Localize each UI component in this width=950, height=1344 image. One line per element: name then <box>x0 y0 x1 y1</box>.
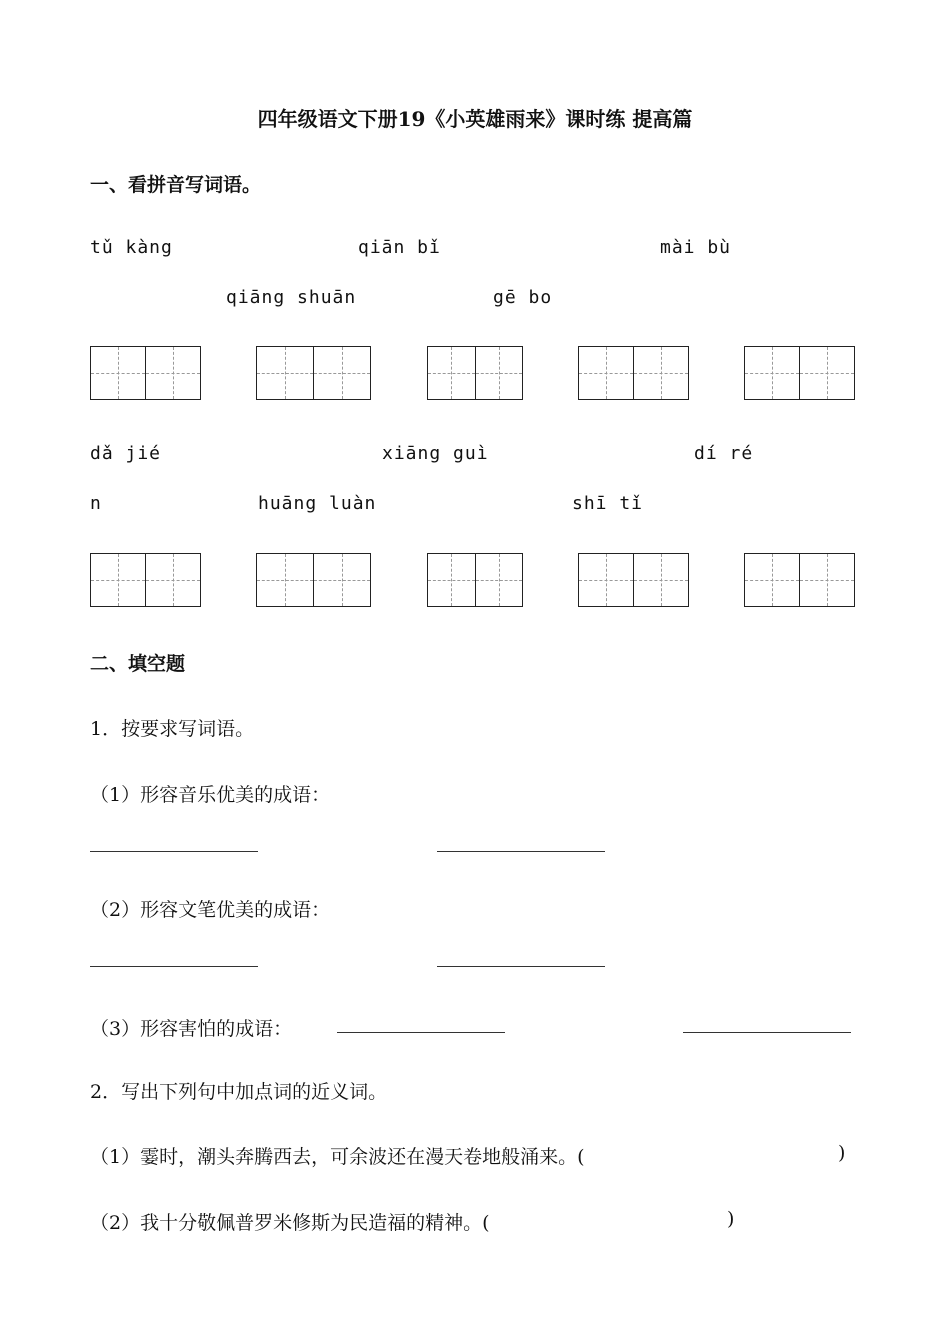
question-1-3: （3）形容害怕的成语： <box>90 1018 293 1040</box>
answer-grid[interactable] <box>744 553 855 607</box>
pinyin-5: gē bo <box>493 287 553 308</box>
answer-grid[interactable] <box>427 553 523 607</box>
answer-grid[interactable] <box>427 346 523 400</box>
pinyin-1: tǔ kàng <box>90 237 173 258</box>
answer-grid[interactable] <box>744 346 855 400</box>
pinyin-7: xiāng guì <box>382 443 489 464</box>
question-2-2: （2）我十分敬佩普罗米修斯为民造福的精神。( <box>90 1212 490 1234</box>
answer-blank[interactable] <box>437 851 605 852</box>
answer-grid[interactable] <box>256 553 371 607</box>
paren-close: ) <box>727 1208 735 1230</box>
question-1-1: （1）形容音乐优美的成语： <box>90 784 331 806</box>
question-2: 2．写出下列句中加点词的近义词。 <box>90 1081 388 1103</box>
section-1-heading: 一、看拼音写词语。 <box>90 174 262 196</box>
answer-blank[interactable] <box>437 966 605 967</box>
answer-blank[interactable] <box>90 851 258 852</box>
pinyin-3: mài bù <box>660 237 732 258</box>
question-1: 1．按要求写词语。 <box>90 718 255 740</box>
pinyin-4: qiāng shuān <box>226 287 357 308</box>
question-1-2: （2）形容文笔优美的成语： <box>90 899 331 921</box>
pinyin-6: dǎ jié <box>90 443 162 464</box>
answer-grid[interactable] <box>90 553 201 607</box>
pinyin-2: qiān bǐ <box>358 237 441 258</box>
answer-blank[interactable] <box>337 1032 505 1033</box>
answer-grid[interactable] <box>578 553 689 607</box>
answer-grid[interactable] <box>578 346 689 400</box>
section-2-heading: 二、填空题 <box>90 653 186 675</box>
pinyin-9: huāng luàn <box>258 493 377 514</box>
question-2-1: （1）霎时，潮头奔腾西去，可余波还在漫天卷地般涌来。( <box>90 1146 585 1168</box>
answer-blank[interactable] <box>90 966 258 967</box>
answer-grid[interactable] <box>256 346 371 400</box>
page-title: 四年级语文下册19《小英雄雨来》课时练 提高篇 <box>257 107 693 131</box>
answer-grid[interactable] <box>90 346 201 400</box>
paren-close: ) <box>838 1142 846 1164</box>
pinyin-8: dí ré <box>694 443 754 464</box>
pinyin-8-cont: n <box>90 493 102 514</box>
answer-blank[interactable] <box>683 1032 851 1033</box>
pinyin-10: shī tǐ <box>572 493 644 514</box>
